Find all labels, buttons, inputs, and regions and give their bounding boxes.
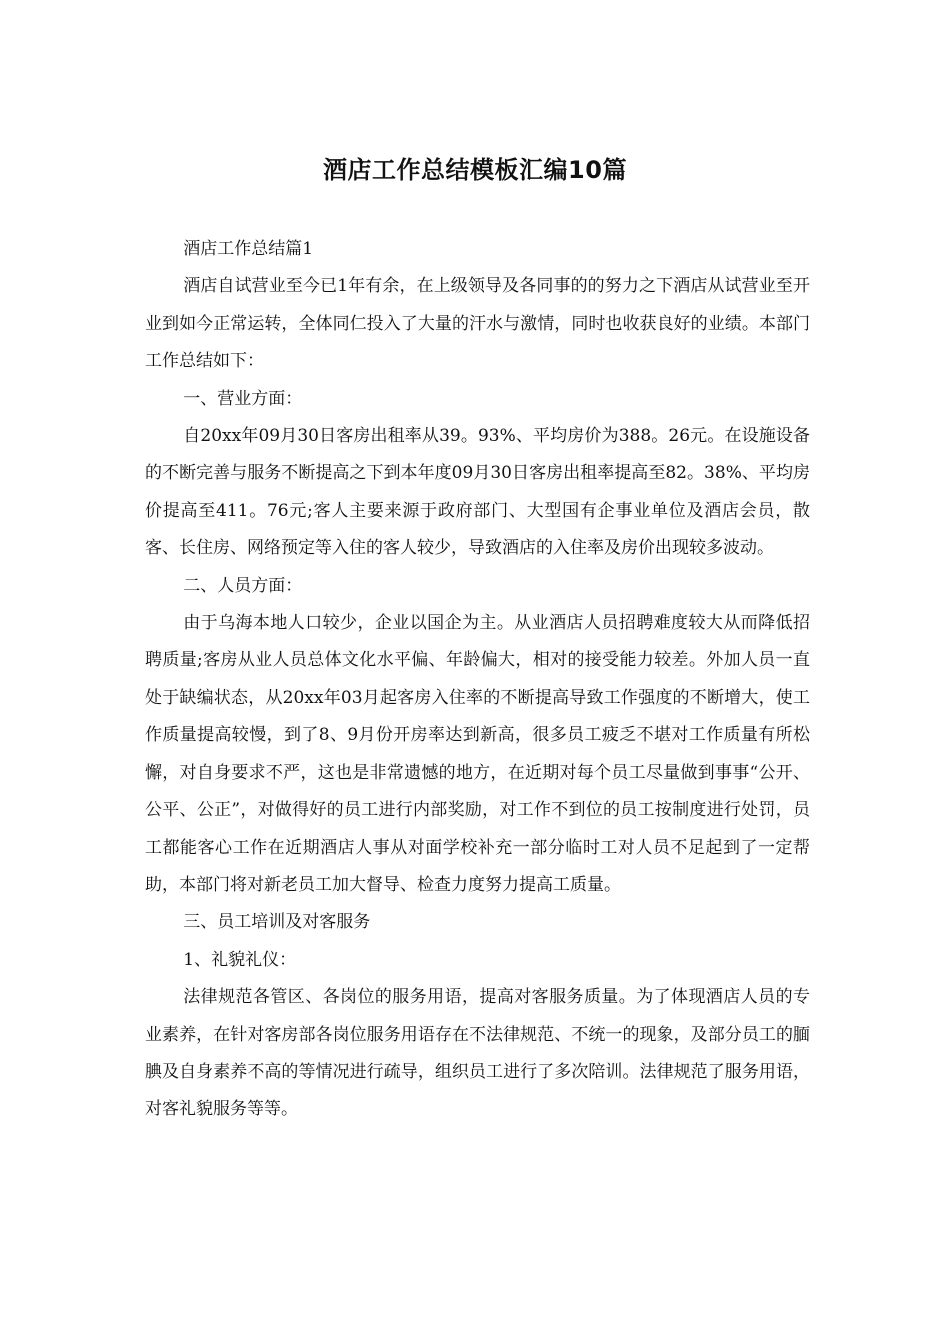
section-heading: 酒店工作总结篇1 xyxy=(183,239,314,259)
document-title: 酒店工作总结模板汇编10篇 xyxy=(323,156,627,184)
body-paragraph: 自20xx年09月30日客房出租率从39。93%、平均房价为388。26元。在设施设备的不断完善与服务不断提高之下到本年度09月30日客房出租率提高至82。38%、平均房价提高至411。76元;客人主要来源于政府部门、大型国有企事业单位及酒店会员，散客、长住房、网络预定等入住的客人较少，导致酒店的入住率及房价出现较多波动。 xyxy=(145,426,810,559)
body-paragraph: 法律规范各管区、各岗位的服务用语，提高对客服务质量。为了体现酒店人员的专业素养，在针对客房部各岗位服务用语存在不法律规范、不统一的现象，及部分员工的腼腆及自身素养不高的等情况进行疏导，组织员工进行了多次陪训。法律规范了服务用语，对客礼貌服务等等。 xyxy=(145,987,810,1120)
body-paragraph: 酒店自试营业至今已1年有余，在上级领导及各同事的的努力之下酒店从试营业至开业到如今正常运转，全体同仁投入了大量的汗水与激情，同时也收获良好的业绩。本部门工作总结如下： xyxy=(145,276,810,372)
section-heading: 一、营业方面： xyxy=(183,388,303,409)
subsection-heading: 1、礼貌礼仪： xyxy=(183,949,297,970)
body-paragraph: 由于乌海本地人口较少，企业以国企为主。从业酒店人员招聘难度较大从而降低招聘质量;客房从业人员总体文化水平偏、年龄偏大，相对的接受能力较差。外加人员一直处于缺编状态，从20xx年03月起客房入住率的不断提高导致工作强度的不断增大，使工作质量提高较慢，到了8、9月份开房率达到新高，很多员工疲乏不堪对工作质量有所松懈，对自身要求不严，这也是非常遗憾的地方，在近期对每个员工尽量做到事事“公开、公平、公正”，对做得好的员工进行内部奖励，对工作不到位的员工按制度进行处罚，员工都能客心工作在近期酒店人事从对面学校补充一部分临时工对人员不足起到了一定帮助，本部门将对新老员工加大督导、检查力度努力提高工质量。 xyxy=(145,613,810,895)
section-heading: 三、员工培训及对客服务 xyxy=(183,912,371,933)
document-body xyxy=(145,231,810,1129)
section-heading: 二、人员方面： xyxy=(183,575,303,596)
